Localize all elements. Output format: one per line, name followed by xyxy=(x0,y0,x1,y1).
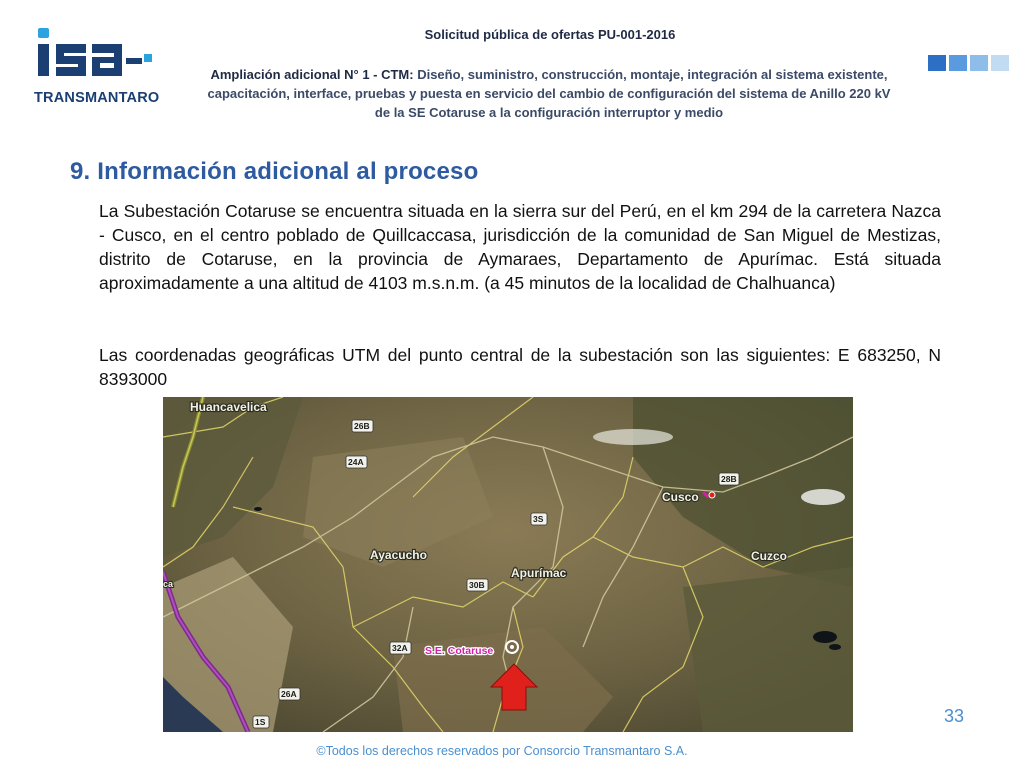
isa-logo-mark xyxy=(34,24,164,90)
svg-text:28B: 28B xyxy=(721,474,737,484)
label-huancavelica: Huancavelica xyxy=(190,400,267,414)
label-ayacucho: Ayacucho xyxy=(370,548,427,562)
decor-square xyxy=(970,55,988,71)
shield-32a xyxy=(390,642,411,654)
label-apurimac: Apurímac xyxy=(511,566,567,580)
paragraph-location: La Subestación Cotaruse se encuentra situada en la sierra sur del Perú, en el km 294 de la carretera Nazca - Cusco, en el centro poblado de Quillcaccasa, jurisdicción de la comunidad de San Miguel de Mestizas, distrito de Cotaruse, en la provincia de Aymaraes, Departamento de Apurímac. Está situada aproximadamente a una altitud de 4103 m.s.n.m. (a 45 minutos de la localidad de Chalhuanca) xyxy=(99,201,941,293)
shield-24a xyxy=(346,456,367,468)
header-subtitle-strong: Ampliación adicional N° 1 - CTM: xyxy=(210,67,414,82)
svg-text:30B: 30B xyxy=(469,580,485,590)
shield-26b xyxy=(352,420,373,432)
section-title: 9. Información adicional al proceso xyxy=(70,158,479,185)
decorative-squares xyxy=(928,55,1009,71)
svg-text:24A: 24A xyxy=(348,457,364,467)
label-substation: S.E. Cotaruse xyxy=(425,645,494,657)
svg-text:32A: 32A xyxy=(392,643,408,653)
cusco-dot xyxy=(709,492,715,498)
logo-subtitle: TRANSMANTARO xyxy=(34,90,160,106)
shield-30b xyxy=(467,579,488,591)
decor-square xyxy=(949,55,967,71)
header-title: Solicitud pública de ofertas PU-001-2016 xyxy=(424,27,676,42)
shield-3s xyxy=(531,513,547,525)
decor-square xyxy=(991,55,1009,71)
company-logo xyxy=(34,24,164,114)
svg-text:3S: 3S xyxy=(533,514,544,524)
svg-text:26A: 26A xyxy=(281,689,297,699)
label-cuzco: Cuzco xyxy=(751,549,787,563)
header-subtitle xyxy=(206,65,892,122)
paragraph-coordinates: Las coordenadas geográficas UTM del punto central de la subestación son las siguientes: E 683250, N 8393000 xyxy=(99,345,941,389)
footer-copyright: ©Todos los derechos reservados por Consorcio Transmantaro S.A. xyxy=(316,744,688,758)
shield-1s xyxy=(253,716,269,728)
label-cusco: Cusco xyxy=(662,490,699,504)
page-number: 33 xyxy=(943,706,964,726)
header-subtitle-rest: Diseño, suministro, construcción, montaje, integración al sistema existente, capacitación, interface, pruebas y puesta en servicio del cambio de configuración del sistema de Anillo 220 kV de la SE Cotaruse a la configuración interruptor y medio xyxy=(207,67,891,120)
svg-text:1S: 1S xyxy=(255,717,266,727)
decor-square xyxy=(928,55,946,71)
shield-26a xyxy=(279,688,300,700)
svg-text:26B: 26B xyxy=(354,421,370,431)
shield-28b xyxy=(719,473,739,485)
label-edge: ca xyxy=(163,579,174,589)
satellite-map xyxy=(163,397,853,732)
